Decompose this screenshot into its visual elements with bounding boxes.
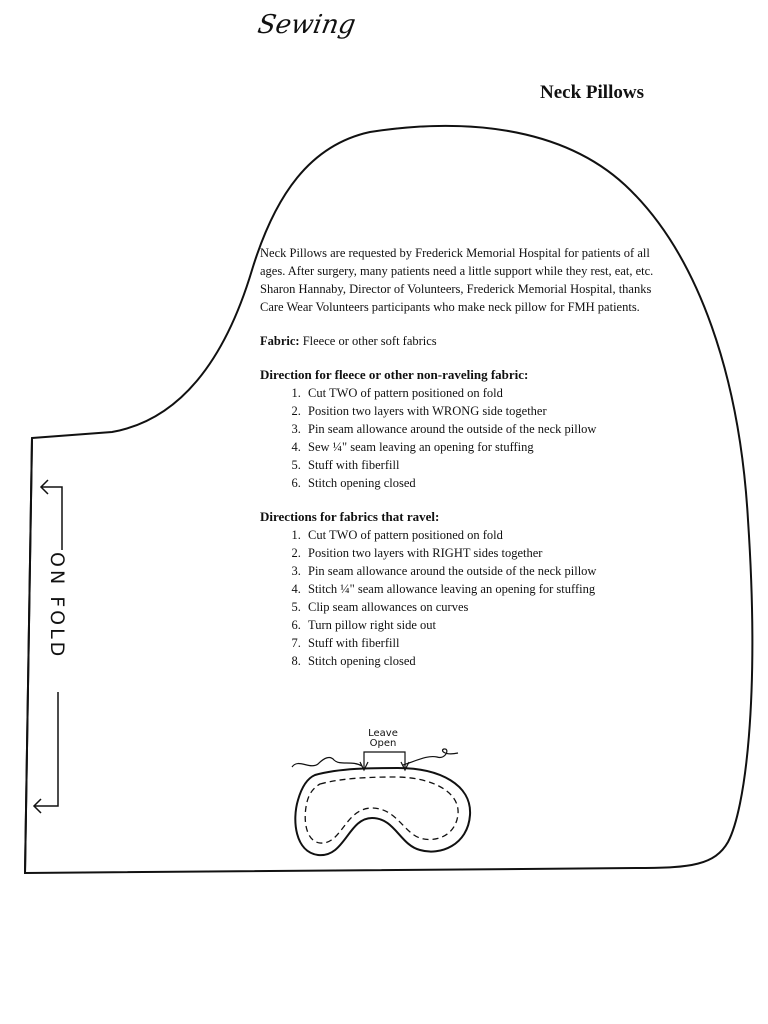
list-item: 6. Stitch opening closed [304, 474, 660, 492]
list-item: 6. Turn pillow right side out [304, 616, 660, 634]
page-title: Neck Pillows [540, 82, 644, 103]
open-label: Open [369, 738, 397, 749]
fold-arrow-bottom [34, 692, 58, 806]
leave-label: Leave [368, 728, 398, 739]
fold-arrow-top [42, 487, 62, 550]
list-item: 2. Position two layers with RIGHT sides together [304, 544, 660, 562]
neck-pillow-diagram [292, 749, 470, 855]
instructions [260, 244, 660, 686]
fold-edge [25, 438, 32, 873]
fabric-value: Fleece or other soft fabrics [302, 334, 437, 348]
ravel-steps [260, 526, 660, 670]
fleece-steps [260, 384, 660, 492]
list-item: 1. Cut TWO of pattern positioned on fold [304, 384, 660, 402]
handwritten-note: Sewing [255, 10, 358, 40]
list-item: 3. Pin seam allowance around the outside of the neck pillow [304, 420, 660, 438]
list-item: 1. Cut TWO of pattern positioned on fold [304, 526, 660, 544]
list-item: 5. Clip seam allowances on curves [304, 598, 660, 616]
list-item: 4. Sew ¼" seam leaving an opening for stuffing [304, 438, 660, 456]
fabric-line [260, 332, 660, 350]
leave-open-label [358, 729, 408, 749]
list-item: 5. Stuff with fiberfill [304, 456, 660, 474]
list-item: 3. Pin seam allowance around the outside of the neck pillow [304, 562, 660, 580]
on-fold-label: ON FOLD [46, 552, 68, 660]
list-item: 4. Stitch ¼" seam allowance leaving an opening for stuffing [304, 580, 660, 598]
list-item: 2. Position two layers with WRONG side together [304, 402, 660, 420]
intro-paragraph: Neck Pillows are requested by Frederick Memorial Hospital for patients of all ages. After surgery, many patients need a little support while they rest, eat, etc. Sharon Hannaby, Director of Volunteers, Frederick Memorial Hospital, thanks Care Wear Volunteers participants who make neck pillow for FMH patients. [260, 246, 654, 314]
list-item: 8. Stitch opening closed [304, 652, 660, 670]
fleece-heading: Direction for fleece or other non-raveling fabric: [260, 367, 529, 382]
list-item: 7. Stuff with fiberfill [304, 634, 660, 652]
fabric-label: Fabric: [260, 334, 300, 348]
ravel-heading: Directions for fabrics that ravel: [260, 509, 440, 524]
